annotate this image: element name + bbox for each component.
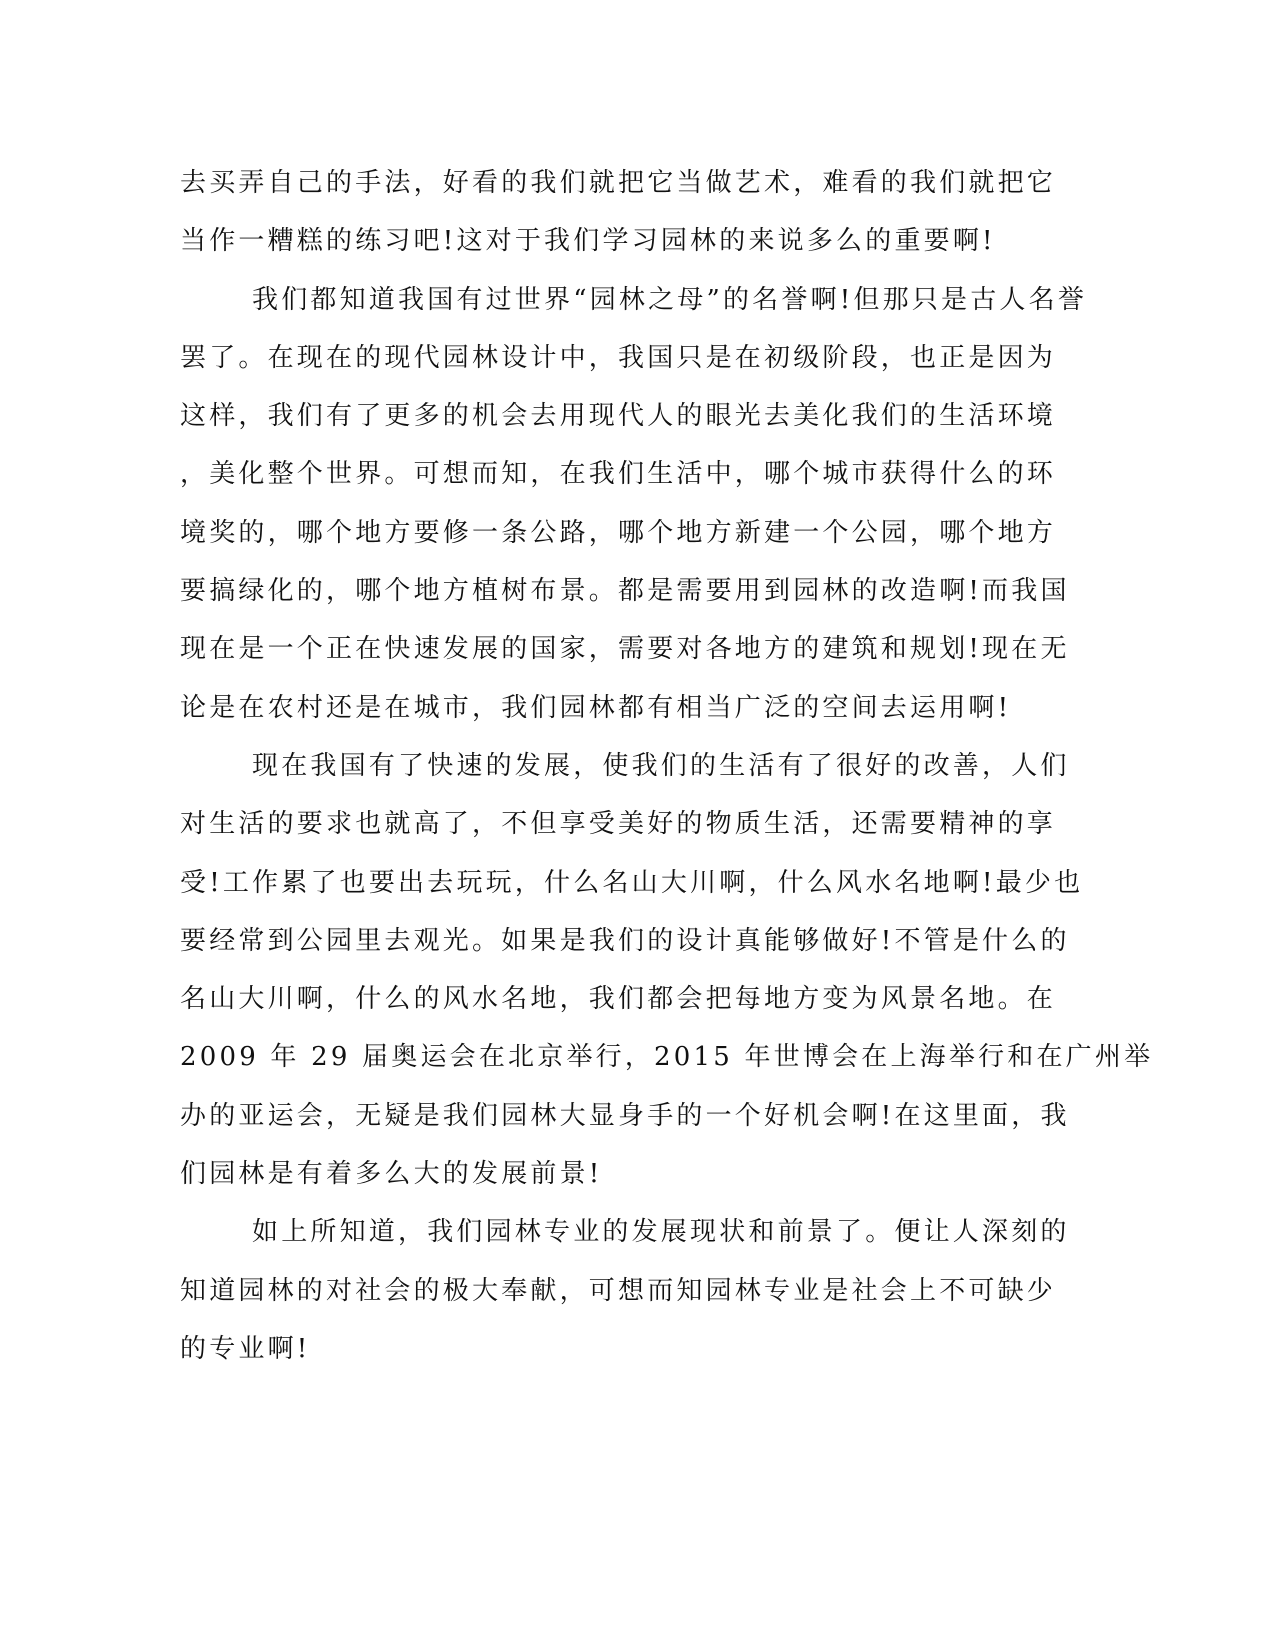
text-line: 当作一糟糕的练习吧!这对于我们学习园林的来说多么的重要啊!: [180, 226, 996, 257]
text-line: 对生活的要求也就高了，不但享受美好的物质生活，还需要精神的享: [180, 809, 1057, 840]
text-line: 这样，我们有了更多的机会去用现代人的眼光去美化我们的生活环境: [180, 401, 1057, 432]
paragraph-start-line: 我们都知道我国有过世界“园林之母”的名誉啊!但那只是古人名誉: [252, 284, 1088, 315]
text-line: 要经常到公园里去观光。如果是我们的设计真能够做好!不管是什么的: [180, 925, 1070, 956]
text-line: 知道园林的对社会的极大奉献，可想而知园林专业是社会上不可缺少: [180, 1275, 1057, 1306]
paragraph-start-line: 现在我国有了快速的发展，使我们的生活有了很好的改善，人们: [252, 750, 1070, 781]
text-line: 要搞绿化的，哪个地方植树布景。都是需要用到园林的改造啊!而我国: [180, 576, 1070, 607]
text-line: 名山大川啊，什么的风水名地，我们都会把每地方变为风景名地。在: [180, 984, 1057, 1015]
text-line: 们园林是有着多么大的发展前景!: [180, 1159, 603, 1190]
text-line: 办的亚运会，无疑是我们园林大显身手的一个好机会啊!在这里面，我: [180, 1100, 1070, 1131]
text-line: 论是在农村还是在城市，我们园林都有相当广泛的空间去运用啊!: [180, 692, 1012, 723]
document-body: [180, 154, 1275, 1378]
text-line: 罢了。在现在的现代园林设计中，我国只是在初级阶段，也正是因为: [180, 342, 1057, 373]
text-line: 去买弄自己的手法，好看的我们就把它当做艺术，难看的我们就把它: [180, 168, 1057, 198]
text-line: 受!工作累了也要出去玩玩，什么名山大川啊，什么风水名地啊!最少也: [180, 867, 1084, 898]
text-line: 境奖的，哪个地方要修一条公路，哪个地方新建一个公园，哪个地方: [180, 517, 1057, 548]
text-line: 现在是一个正在快速发展的国家，需要对各地方的建筑和规划!现在无: [180, 634, 1070, 665]
text-line: 2009 年 29 届奥运会在北京举行，2015 年世博会在上海举行和在广州举: [180, 1042, 1154, 1073]
text-line: ，美化整个世界。可想而知，在我们生活中，哪个城市获得什么的环: [180, 459, 1057, 490]
text-line: 的专业啊!: [180, 1333, 311, 1364]
paragraph-start-line: 如上所知道，我们园林专业的发展现状和前景了。便让人深刻的: [252, 1217, 1070, 1248]
